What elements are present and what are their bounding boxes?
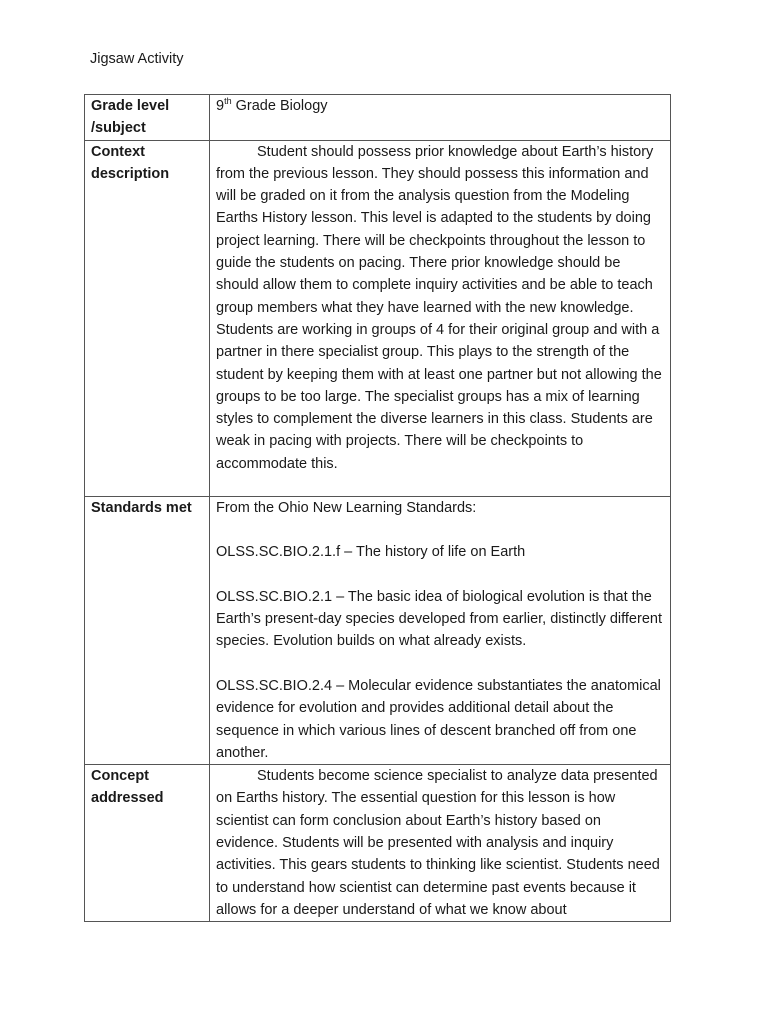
document-title: Jigsaw Activity [90,51,184,67]
standards-intro: From the Ohio New Learning Standards: [216,499,477,516]
context-description-text: Student should possess prior knowledge about Earth’s history from the previous lesson. They should possess this information and will be graded on it from the analysis question from the Modeling Earths History lesson. This level is adapted to the students by doing project learning. There will be checkpoints throughout the lesson to guide the students on pacing. There prior knowledge should be should allow them to complete inquiry activities and be able to teach group members what they have learned with the new knowledge. Students are working in groups of 4 for their original group and with a partner in there specialist group. This plays to the strength of the student by keeping them with at least one partner but not allowing the groups to be too large. The specialist groups has a mix of learning styles to complement the diverse learners in this class. Students are weak in pacing with projects. There will be checkpoints to accommodate this. [216,143,662,472]
grade-level-label: Grade level /subject [85,95,210,141]
concept-addressed-cell [210,765,671,922]
standard-item: OLSS.SC.BIO.2.1.f – The history of life on Earth [216,544,526,561]
table-row-standards [85,496,671,765]
table-row-concept [85,765,671,922]
concept-addressed-label: Concept addressed [85,765,210,922]
grade-level-value [210,95,671,141]
grade-number: 9 [216,98,225,114]
table-row-grade [85,95,671,141]
grade-subject: Grade Biology [231,98,328,114]
grade-ordinal-suffix: th [224,96,232,107]
standard-item: OLSS.SC.BIO.2.4 – Molecular evidence substantiates the anatomical evidence for evolution and provides additional detail about the sequence in which various lines of descent branched off from one another. [216,677,661,761]
standard-item: OLSS.SC.BIO.2.1 – The basic idea of biological evolution is that the Earth’s present-day species developed from earlier, distinctly different species. Evolution builds on what already exists. [216,588,662,650]
context-description-cell [210,140,671,496]
lesson-plan-table [84,94,671,922]
table-row-context [85,140,671,496]
concept-addressed-text: Students become science specialist to analyze data presented on Earths history. The essential question for this lesson is how scientist can form conclusion about Earth’s history based on evidence. Students will be presented with analysis and inquiry activities. This gears students to thinking like scientist. Students need to understand how scientist can determine past events because it allows for a deeper understand of what we know about [216,768,660,918]
standards-met-label: Standards met [85,496,210,765]
context-description-label: Context description [85,140,210,496]
standards-met-cell [210,496,671,765]
